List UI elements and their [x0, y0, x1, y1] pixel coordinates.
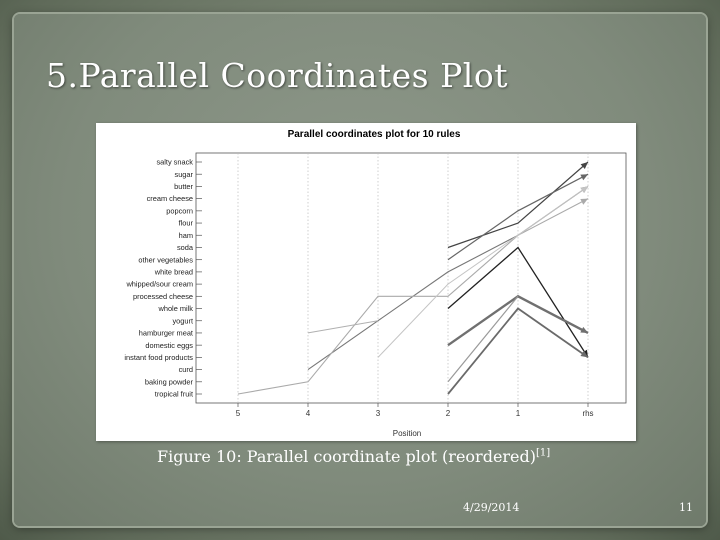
y-tick-label: popcorn [166, 206, 193, 216]
y-tick-label: instant food products [124, 352, 193, 362]
y-tick-label: other vegetables [138, 255, 193, 265]
slide-title: 5.Parallel Coordinates Plot [46, 56, 508, 95]
parallel-coordinates-chart [96, 123, 636, 441]
chart-image [96, 123, 636, 441]
x-tick-label: 4 [305, 409, 311, 418]
rule-arrowhead-5 [580, 186, 588, 193]
page-number: 11 [679, 501, 693, 514]
figure-caption [157, 447, 550, 466]
caption-text: Figure 10: Parallel coordinate plot (reordered) [157, 447, 537, 466]
x-tick-label: 2 [445, 409, 451, 418]
lines-layer [238, 162, 588, 394]
y-tick-label: butter [174, 182, 193, 192]
y-tick-label: whipped/sour cream [126, 279, 193, 289]
rule-line-4 [238, 199, 588, 394]
plot-frame [196, 153, 626, 403]
x-tick-label: 3 [375, 409, 381, 418]
x-labels-layer [236, 409, 594, 418]
y-tick-label: ham [178, 230, 193, 240]
x-tick-label: 1 [515, 409, 521, 418]
rule-line-5 [378, 186, 588, 357]
y-tick-label: flour [178, 218, 193, 228]
y-tick-label: soda [176, 243, 193, 253]
y-labels-layer [124, 158, 194, 399]
y-tick-label: white bread [154, 267, 193, 277]
y-tick-label: salty snack [156, 157, 193, 167]
y-tick-label: processed cheese [133, 291, 193, 301]
x-tick-label: rhs [582, 409, 594, 418]
rule-line-6 [308, 321, 378, 333]
y-tick-label: whole milk [158, 304, 193, 314]
axes-layer [196, 153, 626, 407]
x-axis-label: Position [392, 429, 422, 438]
y-tick-label: cream cheese [146, 194, 193, 204]
x-tick-label: 5 [235, 409, 241, 418]
y-tick-label: curd [178, 365, 193, 375]
y-tick-label: sugar [174, 169, 193, 179]
y-tick-label: domestic eggs [145, 340, 193, 350]
footer-date: 4/29/2014 [463, 501, 520, 514]
caption-reference: [1] [536, 447, 551, 459]
chart-title: Parallel coordinates plot for 10 rules [287, 129, 461, 140]
y-tick-label: hamburger meat [138, 328, 193, 338]
y-tick-label: yogurt [172, 316, 193, 326]
y-tick-label: tropical fruit [154, 389, 193, 399]
rule-line-7 [448, 248, 588, 358]
y-tick-label: baking powder [144, 377, 193, 387]
